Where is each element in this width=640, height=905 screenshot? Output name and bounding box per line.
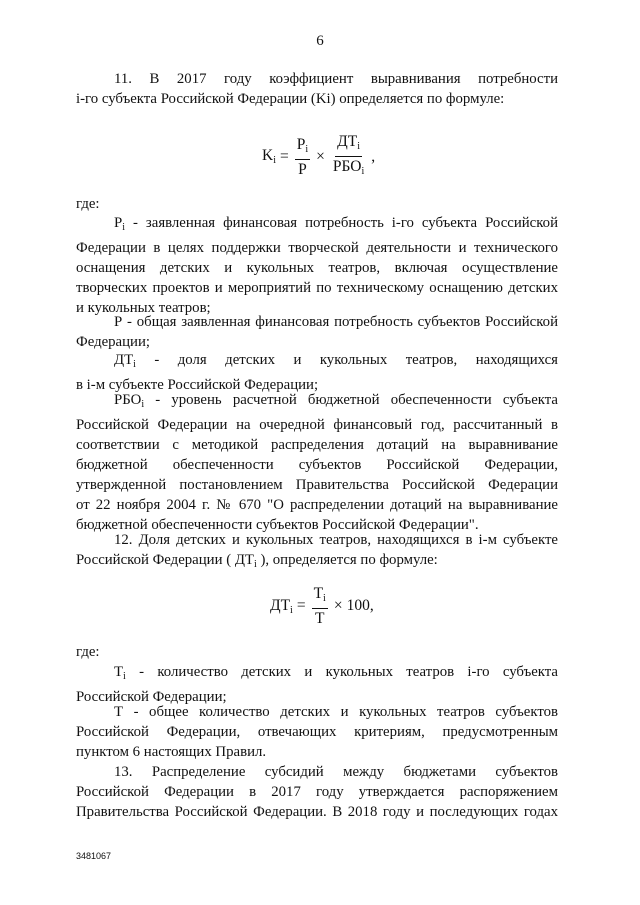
times-sign-2: × [333, 597, 343, 614]
def-pi-line-1: $P_i$ - заявленная финансовая потребность i-го субъекта Российской [114, 215, 558, 233]
def-rboi-line-1: $РБО_i$ - уровень расчетной бюджетной обеспеченности субъекта [114, 392, 558, 410]
definition-t: Т - общее количество детских и кукольных театров субъектов Российской Федерации, отвечающих критериям, предусмотренным пунктом 6 настоящих Правил. [76, 704, 558, 760]
page-number: 6 [316, 33, 324, 49]
times-sign: × [316, 147, 325, 165]
paragraph-11 [76, 69, 558, 109]
fraction-p: $\frac{P_i}{P}$ [296, 135, 309, 178]
formula-ki: $K_i$ = $\frac{P_i}{P}$ × $\frac{ДТ_i}{РБО_i}$ , [262, 133, 375, 180]
p11-line-2: i-го субъекта Российской Федерации (Ki) определяется по формуле: [76, 91, 505, 107]
formula-dti: $ДТ_i$ = $\frac{T_i}{T}$ × 100 , [270, 585, 374, 627]
def-ti-line-1: $T_i$ - количество детских и кукольных театров i-го субъекта [114, 664, 558, 682]
definition-dti: $ДТ_i$ - доля детских и кукольных театров, находящихся в i-м субъекте Российской Федерации; [76, 352, 558, 393]
document-id: 3481067 [76, 851, 112, 861]
definition-p: Р - общая заявленная финансовая потребность субъектов Российской Федерации; [76, 314, 558, 350]
definition-rboi: $РБО_i$ - уровень расчетной бюджетной обеспеченности субъекта Российской Федерации на очередной финансовый год, рассчитанный в соответствии с методикой распределения дотаций на выравнивание бюджетной обеспеченности субъектов Российской Федерации, утвержденной постановлением Правительства Российской Федерации от 22 ноября 2004 г. № 670 "О распределении дотаций на выравнивание бюджетной обеспеченности субъектов Российской Федерации". [76, 392, 558, 533]
where-label-2: где: [76, 644, 100, 660]
where-label-1: где: [76, 196, 100, 212]
paragraph-13: 13. Распределение субсидий между бюджетами субъектов Российской Федерации в 2017 году утверждается распоряжением Правительства Российской Федерации. В 2018 году и последующих годах [76, 764, 558, 820]
p12-line-2: Российской Федерации ( $ДТ_i$ ), определяется по формуле: [76, 552, 438, 570]
paragraph-12: 12. Доля детских и кукольных театров, находящихся в i-м субъекте Российской Федерации ( $ДТ_i$ ), определяется по формуле: [76, 530, 558, 575]
p11-line-1: 11. В 2017 году коэффициент выравнивания потребности [114, 71, 558, 87]
def-dti-line-1: $ДТ_i$ - доля детских и кукольных театров, находящихся [114, 352, 558, 370]
fraction-t: $\frac{T_i}{T}$ [313, 585, 326, 627]
definition-ti: $T_i$ - количество детских и кукольных театров i-го субъекта Российской Федерации; [76, 664, 558, 705]
formula-ki-lhs: $K_i$ [262, 147, 276, 166]
definition-pi: $P_i$ - заявленная финансовая потребность i-го субъекта Российской Федерации в целях поддержки творческой деятельности и технического оснащения детских и кукольных театров, включая осуществление творческих проектов и мероприятий по техническому оснащению детских и кукольных театров; [76, 215, 558, 316]
fraction-dt-rbo: $\frac{ДТ_i}{РБО_i}$ [332, 133, 365, 177]
formula-dti-lhs: $ДТ_i$ [270, 596, 293, 616]
